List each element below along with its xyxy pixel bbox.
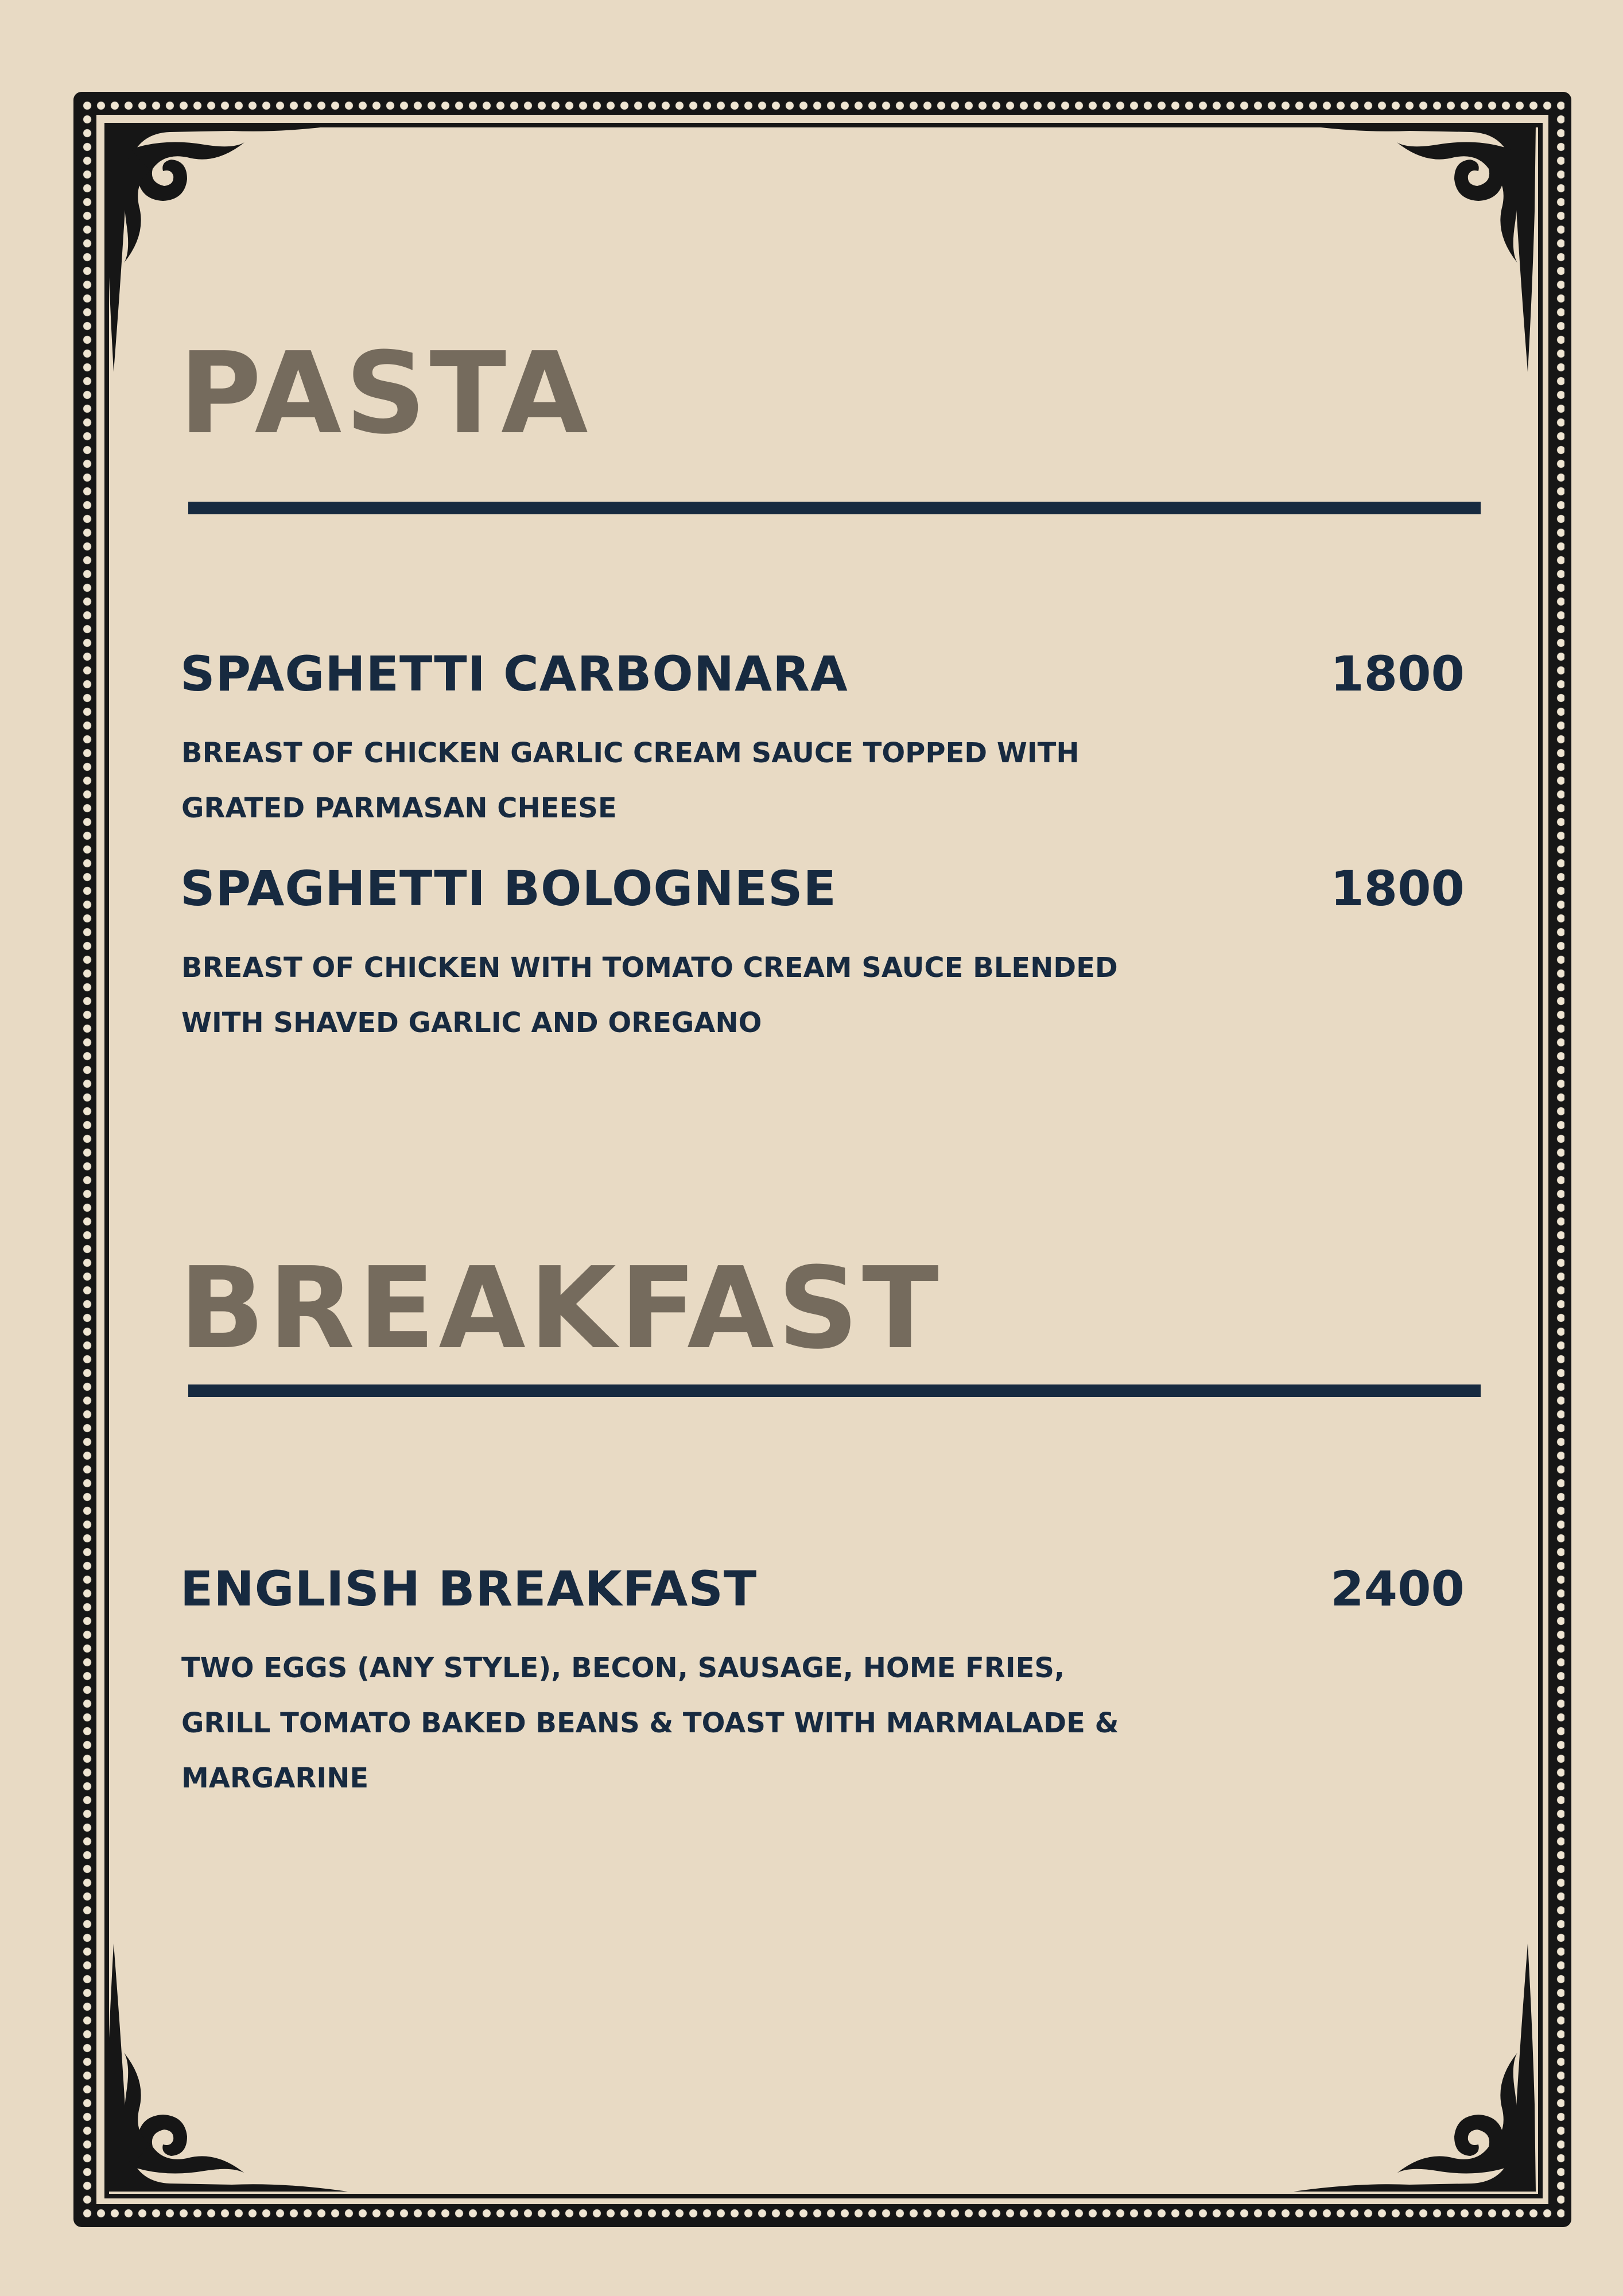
- menu-item-description: BREAST OF CHICKEN WITH TOMATO CREAM SAUCE BLENDED WITH SHAVED GARLIC AND OREGANO: [181, 952, 1118, 1039]
- section-title-breakfast: BREAKFAST: [179, 1243, 942, 1374]
- menu-item-name: SPAGHETTI CARBONARA: [180, 646, 848, 702]
- menu-item-name: SPAGHETTI BOLOGNESE: [180, 860, 837, 917]
- corner-ornament-icon: [101, 1926, 371, 2196]
- menu-item-description: TWO EGGS (ANY STYLE), BECON, SAUSAGE, HOME FRIES, GRILL TOMATO BAKED BEANS & TOAST WITH MARMALADE & MARGARINE: [181, 1652, 1119, 1794]
- menu-item-price: 2400: [1330, 1561, 1465, 1617]
- menu-item-name: ENGLISH BREAKFAST: [180, 1561, 758, 1617]
- section-divider: [188, 502, 1481, 514]
- corner-ornament-icon: [1271, 119, 1540, 389]
- menu-item-description: BREAST OF CHICKEN GARLIC CREAM SAUCE TOPPED WITH GRATED PARMASAN CHEESE: [181, 737, 1080, 824]
- section-divider: [188, 1384, 1481, 1397]
- corner-ornament-icon: [1271, 1926, 1540, 2196]
- section-title-pasta: PASTA: [179, 328, 592, 459]
- menu-item-price: 1800: [1330, 860, 1465, 917]
- menu-item-price: 1800: [1330, 646, 1465, 702]
